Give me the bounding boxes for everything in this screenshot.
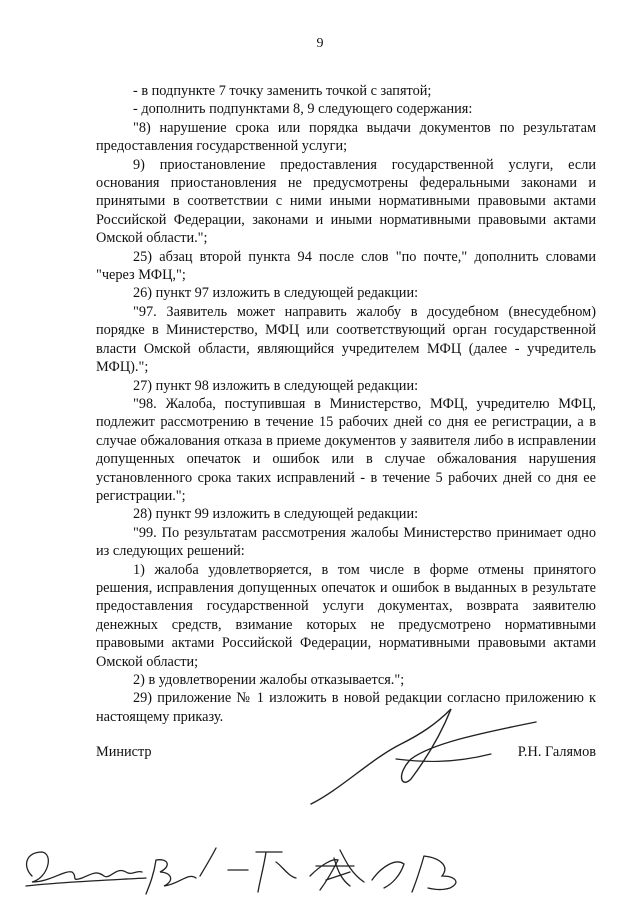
approval-signatures — [20, 836, 480, 902]
document-body — [96, 82, 596, 726]
page-number: 9 — [316, 36, 324, 51]
paragraph: 1) жалоба удовлетворяется, в том числе в форме отмены принятого решения, исправления допущенных опечаток и ошибок в выданных в результате предоставления государственной услуги документах, возврата заявителю денежных средств, взимание которых не предусмотрено нормативными правовыми актами Российской Федерации, нормативными правовыми актами Омской области; — [96, 561, 596, 670]
paragraph: 2) в удовлетворении жалобы отказывается."; — [133, 672, 405, 688]
paragraph: 27) пункт 98 изложить в следующей редакции: — [133, 377, 419, 394]
paragraph: "98. Жалоба, поступившая в Министерство, МФЦ, учредителю МФЦ, подлежит рассмотрению в течение 15 рабочих дней со дня ее регистрации, а в случае обжалования отказа в приеме документов у заявителя либо в исправлении допущенных опечаток и ошибок или в случае обжалования нарушения установленного срока таких исправлений - в течение 5 рабочих дней со дня ее регистрации."; — [96, 395, 596, 504]
paragraph: "97. Заявитель может направить жалобу в досудебном (внесудебном) порядке в Министерство, МФЦ или соответствующий орган государственной власти Омской области, являющийся учредителем МФЦ (далее - учредитель МФЦ)."; — [96, 303, 596, 376]
paragraph: 28) пункт 99 изложить в следующей редакции: — [133, 506, 419, 523]
paragraph: 29) приложение № 1 изложить в новой редакции согласно приложению к настоящему приказу. — [96, 690, 596, 725]
paragraph: - в подпункте 7 точку заменить точкой с запятой; — [133, 83, 432, 99]
paragraph: 9) приостановление предоставления государственной услуги, если основания приостановления не предусмотрены федеральными законами и принятыми в соответствии с ними иными нормативными правовыми актами Российской Федерации, законами и иными нормативными правовыми актами Омской области."; — [96, 156, 596, 247]
paragraph: 26) пункт 97 изложить в следующей редакции: — [133, 285, 419, 302]
paragraph: - дополнить подпунктами 8, 9 следующего содержания: — [133, 101, 473, 118]
paragraph: 25) абзац второй пункта 94 после слов "по почте," дополнить словами "через МФЦ,"; — [96, 248, 596, 284]
handwritten-signature — [301, 704, 541, 814]
paragraph: "99. По результатам рассмотрения жалобы Министерство принимает одно из следующих решений: — [96, 524, 596, 560]
signature-block — [96, 744, 596, 784]
signatory-name: Р.Н. Галямов — [517, 744, 596, 760]
paragraph: "8) нарушение срока или порядка выдачи документов по результатам предоставления государственной услуги; — [96, 119, 596, 155]
signatory-title: Министр — [96, 744, 152, 760]
